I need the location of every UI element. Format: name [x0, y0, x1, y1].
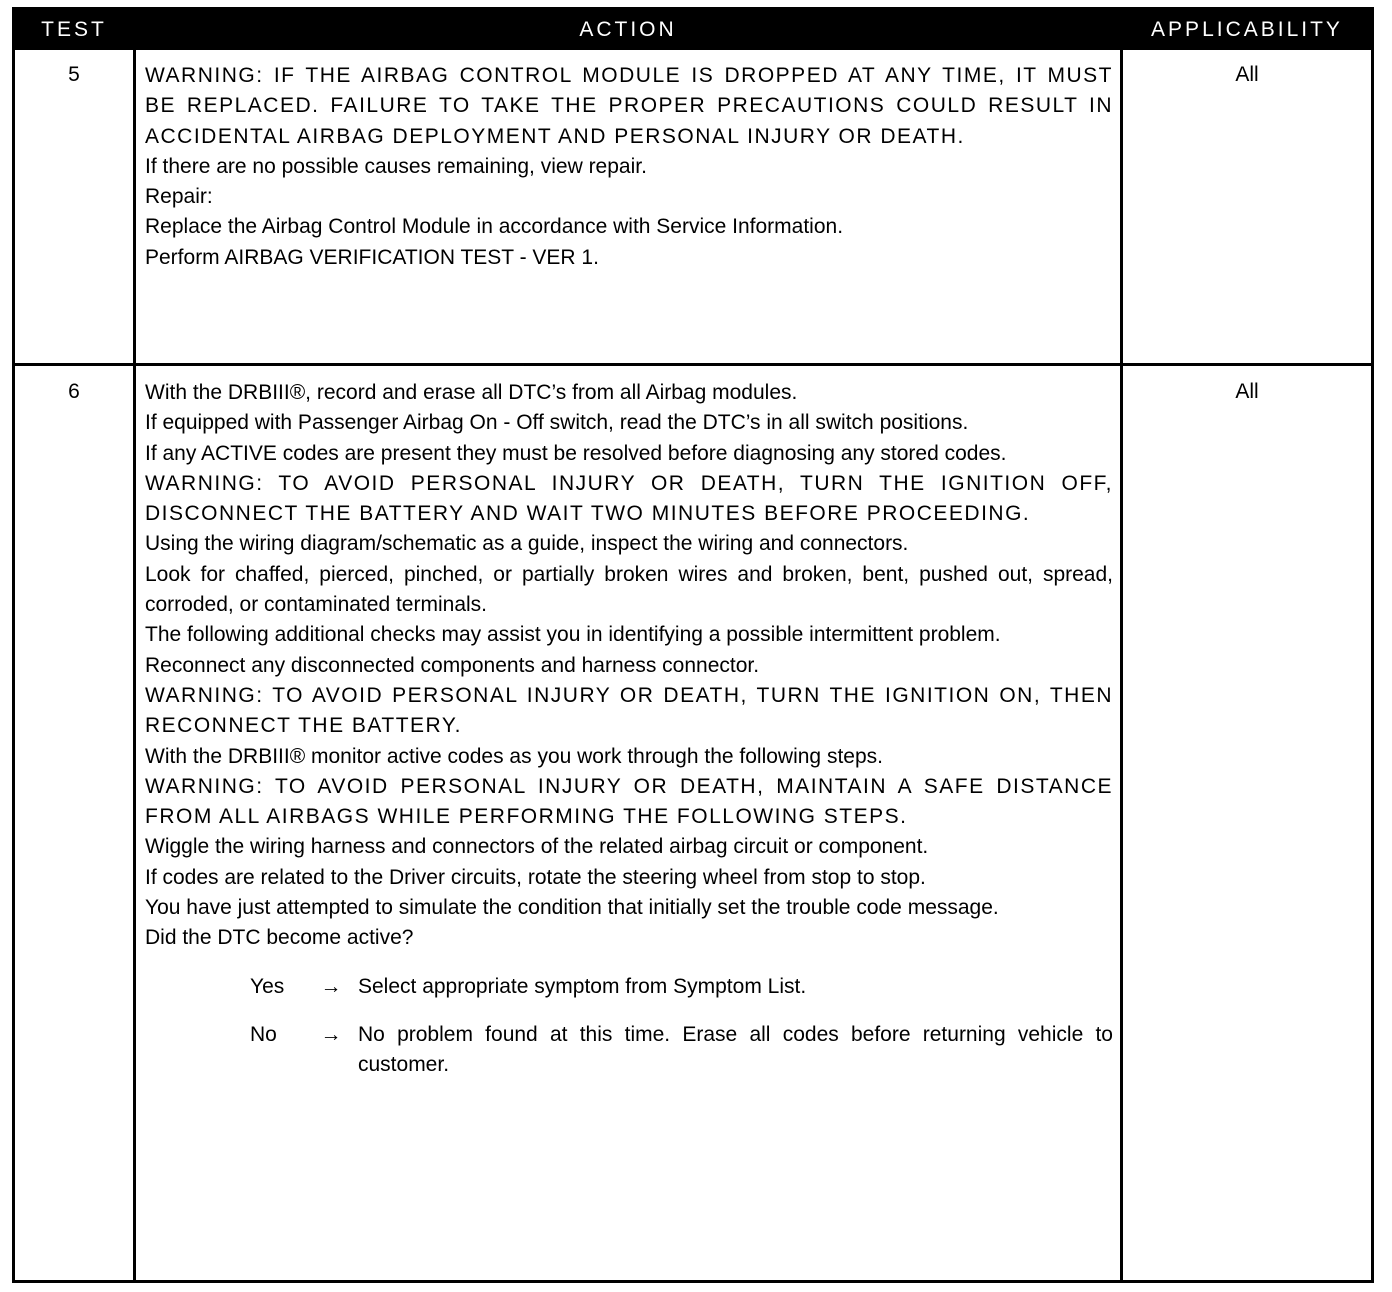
diagnostic-table: [12, 7, 1374, 1283]
instruction-text: With the DRBIII®, record and erase all DTC’s from all Airbag modules.: [145, 381, 798, 404]
warning-text: WARNING: IF THE AIRBAG CONTROL MODULE IS DROPPED AT ANY TIME, IT MUST BE REPLACED. FAILURE TO TAKE THE PROPER PRECAUTIONS COULD RESULT IN ACCIDENTAL AIRBAG DEPLOYMENT AND PERSONAL INJURY OR DEATH.: [145, 64, 1113, 148]
instruction-text: The following additional checks may assist you in identifying a possible intermittent problem.: [145, 623, 1001, 647]
instruction-text: Reconnect any disconnected components and harness connector.: [145, 653, 760, 677]
test-number: 6: [68, 380, 80, 403]
instruction-text: If any ACTIVE codes are present they must be resolved before diagnosing any stored codes.: [145, 441, 1007, 465]
column-divider: [133, 50, 136, 1280]
table-header: [15, 10, 1371, 50]
instruction-text: If equipped with Passenger Airbag On - Off switch, read the DTC’s in all switch positions.: [145, 411, 969, 435]
question-text: Did the DTC become active?: [145, 926, 414, 950]
action-cell: [145, 378, 1113, 1081]
instruction-text: Wiggle the wiring harness and connectors of the related airbag circuit or component.: [145, 835, 929, 859]
test-number: 5: [68, 63, 80, 86]
right-arrow-icon: →: [320, 1022, 342, 1046]
option-label: No: [250, 1022, 277, 1046]
row-divider: [15, 363, 1371, 366]
instruction-text: If codes are related to the Driver circuits, rotate the steering wheel from stop to stop.: [145, 865, 926, 889]
action-cell: [145, 61, 1113, 273]
instruction-text: If there are no possible causes remaining, view repair.: [145, 154, 647, 178]
instruction-text: Using the wiring diagram/schematic as a guide, inspect the wiring and connectors.: [145, 532, 909, 556]
instruction-text: With the DRBIII® monitor active codes as you work through the following steps.: [145, 744, 883, 768]
option-label: Yes: [250, 974, 285, 998]
instruction-text: You have just attempted to simulate the condition that initially set the trouble code message.: [145, 896, 999, 920]
warning-text: WARNING: TO AVOID PERSONAL INJURY OR DEATH, MAINTAIN A SAFE DISTANCE FROM ALL AIRBAGS WHILE PERFORMING THE FOLLOWING STEPS.: [145, 774, 1113, 829]
repair-label: Repair:: [145, 185, 213, 209]
column-divider: [1120, 50, 1123, 1280]
answer-option-yes: [145, 972, 1113, 1002]
right-arrow-icon: →: [320, 974, 342, 998]
warning-text: WARNING: TO AVOID PERSONAL INJURY OR DEATH, TURN THE IGNITION OFF, DISCONNECT THE BATTERY AND WAIT TWO MINUTES BEFORE PROCEEDING.: [145, 471, 1113, 526]
applicability-value: All: [1235, 380, 1259, 403]
instruction-text: Look for chaffed, pierced, pinched, or partially broken wires and broken, bent, pushed out, spread, corroded, or contaminated terminals.: [145, 562, 1113, 617]
header-applicability: APPLICABILITY: [1151, 18, 1343, 41]
warning-text: WARNING: TO AVOID PERSONAL INJURY OR DEATH, TURN THE IGNITION ON, THEN RECONNECT THE BATTERY.: [145, 683, 1113, 738]
option-result: No problem found at this time. Erase all codes before returning vehicle to customer.: [358, 1022, 1113, 1077]
repair-instruction: Replace the Airbag Control Module in accordance with Service Information.: [145, 215, 844, 239]
header-action: ACTION: [579, 18, 677, 41]
header-test: TEST: [41, 18, 107, 41]
repair-instruction: Perform AIRBAG VERIFICATION TEST - VER 1.: [145, 245, 599, 269]
option-result: Select appropriate symptom from Symptom List.: [358, 974, 807, 998]
answer-option-no: [145, 1020, 1113, 1081]
applicability-value: All: [1235, 63, 1259, 86]
